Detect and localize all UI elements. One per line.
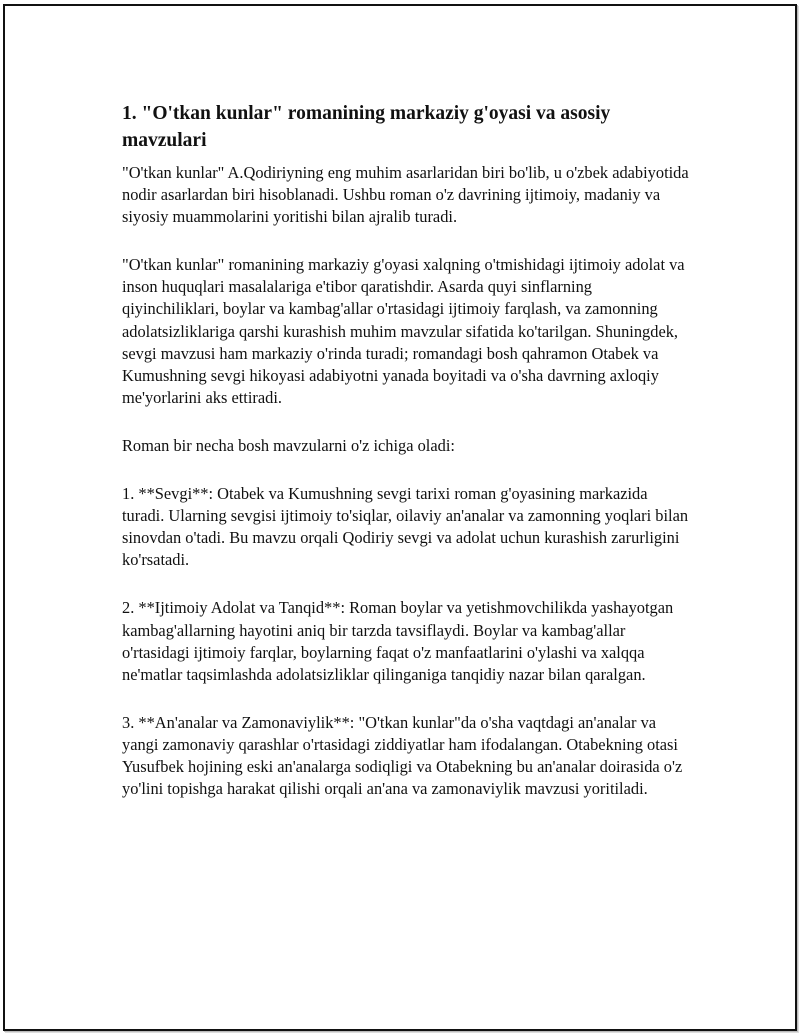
section-heading: 1. "O'tkan kunlar" romanining markaziy g'oyasi va asosiy mavzulari <box>122 103 611 151</box>
themes-intro-paragraph: Roman bir necha bosh mavzularni o'z ichiga oladi: <box>122 435 455 455</box>
central-idea-paragraph: "O'tkan kunlar" romanining markaziy g'oyasi xalqning o'tmishidagi ijtimoiy adolat va inson huquqlari masalalariga e'tibor qaratishdir. Asarda quyi sinflarning qiyinchiliklari, boylar va kambag'allar o'rtasidagi ijtimoiy farqlash, va zamonning adolatsizliklariga qarshi kurashish muhim mavzular sifatida ko'tarilgan. Shuningdek, sevgi mavzusi ham markaziy o'rinda turadi; romandagi bosh qahramon Otabek va Kumushning sevgi hikoyasi adabiyotni yanada boyitadi va o'sha davrning axloqiy me'yorlarini aks ettiradi. <box>122 255 685 407</box>
intro-paragraph: "O'tkan kunlar" A.Qodiriyning eng muhim asarlaridan biri bo'lib, u o'zbek adabiyotida nodir asarlardan biri hisoblanadi. Ushbu roman o'z davrining ijtimoiy, madaniy va siyosiy muammolarini yoritishi bilan ajralib turadi. <box>122 163 689 227</box>
document-body <box>122 100 692 826</box>
theme-traditions-paragraph: 3. **An'analar va Zamonaviylik**: "O'tkan kunlar"da o'sha vaqtdagi an'analar va yangi zamonaviy qarashlar o'rtasidagi ziddiyatlar ham ifodalangan. Otabekning otasi Yusufbek hojining eski an'analarga sodiqligi va Otabekning bu an'analar doirasida o'z yo'lini topishga harakat qilishi orqali an'ana va zamonaviylik mavzusi yoritiladi. <box>122 712 683 799</box>
theme-love-paragraph: 1. **Sevgi**: Otabek va Kumushning sevgi tarixi roman g'oyasining markazida turadi. Ularning sevgisi ijtimoiy to'siqlar, oilaviy an'analar va zamonning yoqlari bilan sinovdan o'tadi. Bu mavzu orqali Qodiriy sevgi va adolat uchun kurashish zarurligini ko'rsatadi. <box>122 484 689 570</box>
theme-social-justice-paragraph: 2. **Ijtimoiy Adolat va Tanqid**: Roman boylar va yetishmovchilikda yashayotgan kambag'allarning hayotini aniq bir tarzda tavsiflaydi. Boylar va kambag'allar o'rtasidagi ijtimoiy farqlar, boylarning faqat o'z manfaatlarini o'ylashi va xalqqa ne'matlar taqsimlashda adolatsizliklar qilinganiga tanqidiy nazar bilan qaralgan. <box>122 598 674 684</box>
page-frame <box>3 4 797 1031</box>
